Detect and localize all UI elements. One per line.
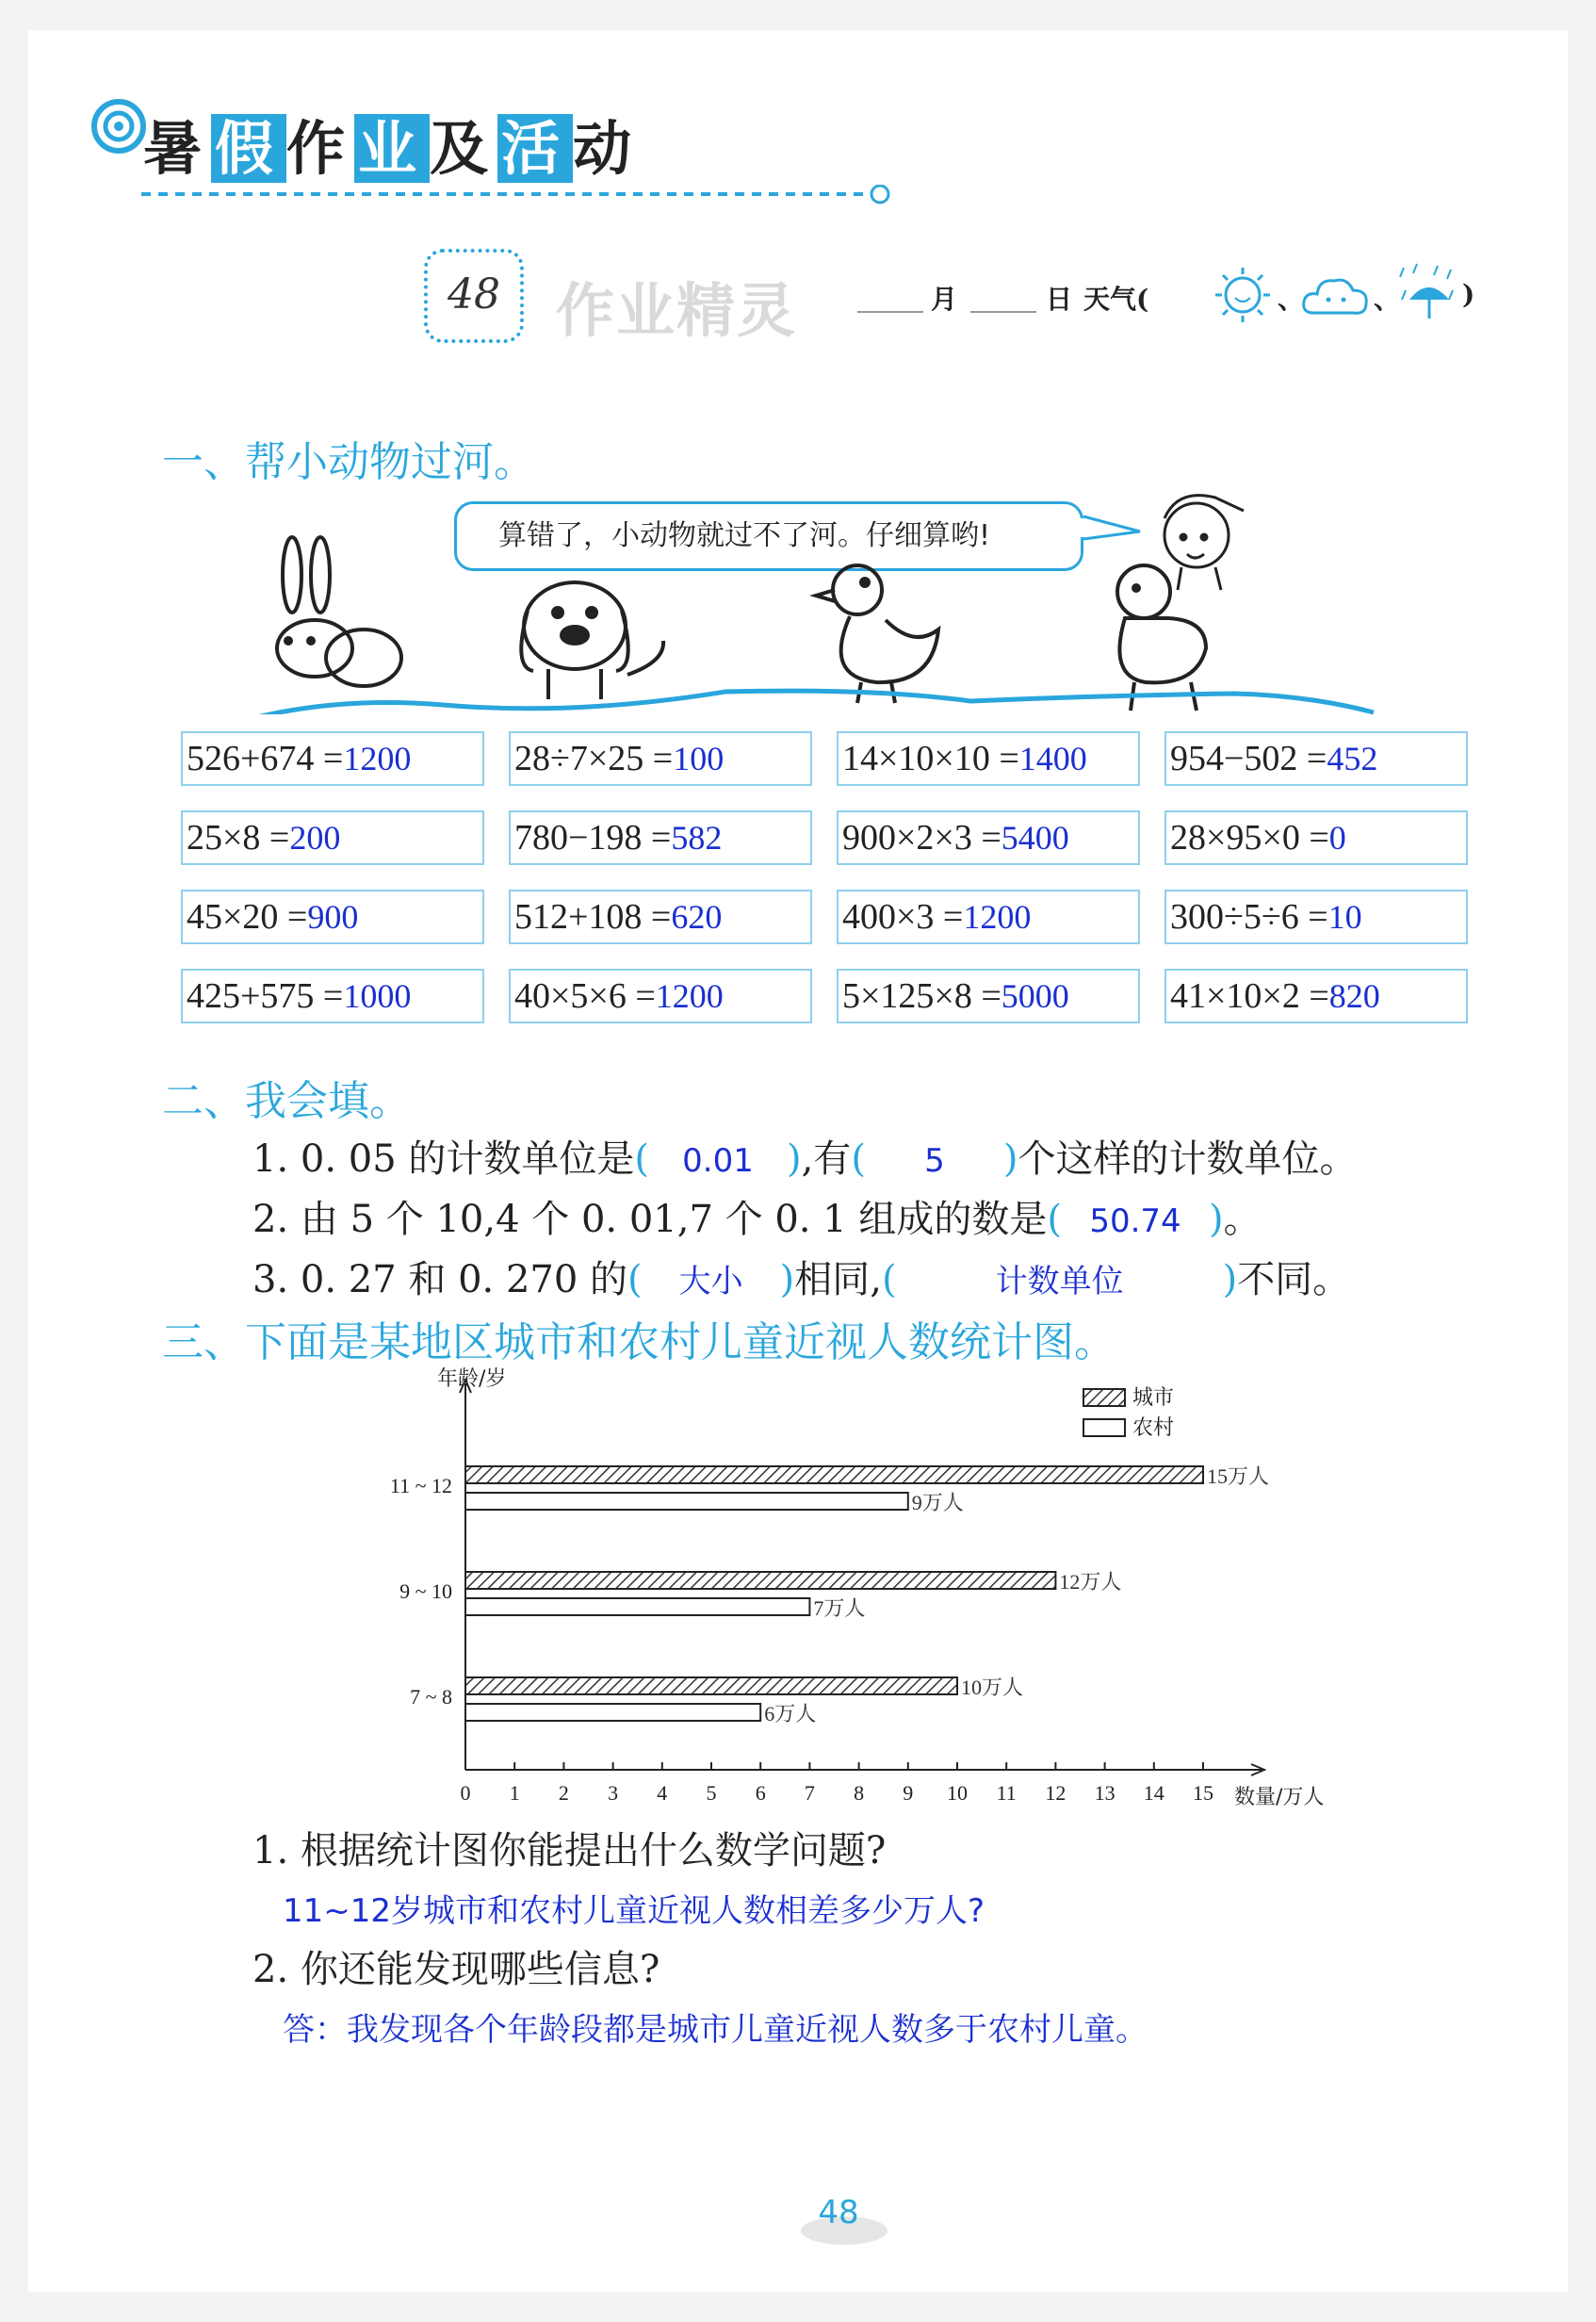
q1-text: 个这样的计数单位。 — [1018, 1137, 1358, 1181]
x-tick-label: 6 — [755, 1781, 766, 1805]
equation-text: 425+575 = — [187, 976, 344, 1016]
chart-question-2: 2. 你还能发现哪些信息? — [252, 1948, 660, 1991]
equation-text: 25×8 = — [187, 818, 290, 858]
header-spiral-icon — [90, 98, 147, 155]
duck-icon — [816, 565, 938, 703]
equation-answer: 5400 — [1001, 819, 1069, 857]
q3-text: 3. 0. 27 和 0. 270 的 — [252, 1258, 628, 1301]
category-label: 11 ~ 12 — [389, 1474, 452, 1497]
equation-box — [509, 969, 812, 1023]
bar-rural — [465, 1598, 809, 1615]
x-tick-label: 12 — [1045, 1781, 1067, 1805]
x-tick-label: 4 — [657, 1781, 668, 1805]
x-tick-label: 11 — [996, 1781, 1017, 1805]
equation-answer: 582 — [671, 819, 723, 857]
header-char: 动 — [573, 114, 642, 183]
section1-title: 一、帮小动物过河。 — [162, 438, 535, 486]
category-label: 9 ~ 10 — [399, 1579, 452, 1603]
bar-value-label: 10万人 — [961, 1676, 1024, 1699]
equation-box — [837, 969, 1140, 1023]
river-line — [232, 691, 1374, 714]
equation-answer: 1200 — [655, 977, 724, 1015]
bar-value-label: 9万人 — [911, 1491, 964, 1514]
paren-open: ( — [634, 1137, 649, 1181]
q1-text: 1. 0. 05 的计数单位是 — [252, 1137, 635, 1181]
header-char: 业 — [354, 114, 430, 183]
equation-text: 900×2×3 = — [842, 818, 1002, 858]
weather-sep: 、 — [1278, 284, 1305, 315]
bar-city — [465, 1572, 1055, 1589]
paren-close: ) — [779, 1258, 795, 1301]
legend-swatch-city — [1083, 1389, 1125, 1406]
equation-text: 780−198 = — [514, 818, 672, 858]
month-blank — [857, 311, 923, 313]
equation-box — [1164, 969, 1468, 1023]
header-char: 作 — [286, 114, 355, 183]
equation-box — [509, 890, 812, 944]
equation-answer: 620 — [671, 898, 723, 936]
equation-box — [509, 810, 812, 865]
day-blank — [970, 311, 1036, 313]
q3-answer-2: 计数单位 — [995, 1263, 1124, 1300]
paren-close: ) — [1002, 1137, 1018, 1181]
x-tick-label: 2 — [558, 1781, 569, 1805]
x-tick-label: 10 — [947, 1781, 968, 1805]
q2-text: 2. 由 5 个 10,4 个 0. 01,7 个 0. 1 组成的数是 — [252, 1198, 1048, 1241]
legend-swatch-rural — [1083, 1419, 1125, 1436]
fill-question-3 — [252, 1250, 1350, 1303]
fill-question-2 — [252, 1189, 1262, 1243]
equation-box — [181, 731, 484, 786]
paren-close: ) — [1222, 1258, 1238, 1301]
header-dotted-line — [141, 185, 895, 207]
equation-text: 28÷7×25 = — [514, 739, 674, 778]
paren-close: ) — [786, 1137, 802, 1181]
equation-answer: 200 — [289, 819, 341, 857]
equation-answer: 1200 — [343, 740, 412, 777]
equation-text: 300÷5÷6 = — [1170, 897, 1328, 937]
lamb-icon — [1117, 565, 1206, 711]
equation-answer: 100 — [673, 740, 725, 777]
equation-text: 41×10×2 = — [1170, 976, 1329, 1016]
q1-answer-unit: 0.01 — [682, 1142, 754, 1180]
weather-sep: 、 — [1374, 284, 1401, 315]
equation-answer: 5000 — [1001, 977, 1069, 1015]
x-tick-label: 9 — [903, 1781, 914, 1805]
bar-value-label: 6万人 — [764, 1702, 817, 1725]
x-tick-label: 3 — [608, 1781, 619, 1805]
q3-text: 相同, — [794, 1258, 882, 1301]
paren-open: ( — [627, 1258, 643, 1301]
x-tick-label: 8 — [854, 1781, 865, 1805]
equation-text: 954−502 = — [1170, 739, 1327, 778]
x-tick-label: 5 — [706, 1781, 717, 1805]
equation-box — [837, 731, 1140, 786]
worksheet-page — [28, 30, 1568, 2292]
section3-title: 三、下面是某地区城市和农村儿童近视人数统计图。 — [162, 1318, 1116, 1366]
equation-box — [1164, 890, 1468, 944]
equation-text: 5×125×8 = — [842, 976, 1002, 1016]
q2-answer: 50.74 — [1089, 1202, 1181, 1240]
section2-title: 二、我会填。 — [162, 1077, 411, 1125]
bar-city — [465, 1466, 1203, 1483]
equation-answer: 1200 — [963, 898, 1032, 936]
equation-box — [181, 969, 484, 1023]
equation-text: 45×20 = — [187, 897, 308, 937]
equation-box — [1164, 810, 1468, 865]
puppy-icon — [521, 582, 663, 699]
equation-box — [509, 731, 812, 786]
paren-open: ( — [1047, 1198, 1062, 1241]
equation-answer: 820 — [1328, 977, 1380, 1015]
q2-text: 。 — [1223, 1198, 1262, 1241]
weather-label: 天气( — [1083, 284, 1149, 315]
legend-label-city: 城市 — [1132, 1386, 1175, 1410]
bar-chart — [349, 1365, 1347, 1817]
equation-answer: 0 — [1328, 819, 1346, 857]
equation-answer: 10 — [1327, 898, 1362, 936]
header-char: 暑 — [143, 114, 212, 183]
equation-answer: 1000 — [343, 977, 412, 1015]
bar-value-label: 15万人 — [1207, 1464, 1270, 1488]
equation-box — [1164, 731, 1468, 786]
x-tick-label: 7 — [804, 1781, 815, 1805]
x-axis-label: 数量/万人 — [1234, 1786, 1325, 1809]
equation-text: 526+674 = — [187, 739, 344, 778]
equation-box — [837, 810, 1140, 865]
paren-open: ( — [881, 1258, 897, 1301]
month-label: 月 — [931, 284, 958, 315]
header-title — [143, 102, 641, 186]
bar-value-label: 7万人 — [813, 1596, 866, 1620]
chart-answer-2: 答：我发现各个年龄段都是城市儿童近视人数多于农村儿童。 — [283, 2011, 1148, 2049]
legend-label-rural: 农村 — [1132, 1416, 1175, 1440]
chart-question-1: 1. 根据统计图你能提出什么数学问题? — [252, 1829, 887, 1872]
x-tick-label: 0 — [460, 1781, 471, 1805]
rain-umbrella-icon — [1396, 262, 1458, 324]
x-tick-label: 14 — [1143, 1781, 1164, 1805]
equation-text: 14×10×10 = — [842, 739, 1019, 778]
q3-answer-1: 大小 — [678, 1263, 743, 1300]
bar-value-label: 12万人 — [1059, 1570, 1122, 1594]
q1-text: ,有 — [801, 1137, 852, 1181]
river-scene — [198, 469, 1385, 714]
day-number-badge: 48 — [424, 249, 524, 343]
q3-text: 不同。 — [1237, 1258, 1351, 1301]
header-char: 活 — [497, 114, 573, 183]
fill-question-1 — [252, 1129, 1358, 1183]
equation-box — [181, 810, 484, 865]
x-tick-label: 13 — [1094, 1781, 1116, 1805]
bar-rural — [465, 1493, 908, 1510]
paren-open: ( — [851, 1137, 866, 1181]
equation-text: 40×5×6 = — [514, 976, 656, 1016]
day-label: 日 — [1046, 284, 1073, 315]
equation-answer: 900 — [307, 898, 359, 936]
x-tick-label: 1 — [509, 1781, 520, 1805]
header-char: 假 — [211, 114, 286, 183]
equation-box — [181, 890, 484, 944]
boy-icon — [1164, 496, 1244, 590]
weather-close: ) — [1462, 279, 1475, 310]
speech-bubble: 算错了，小动物就过不了河。仔细算哟! — [454, 501, 1083, 571]
equation-text: 28×95×0 = — [1170, 818, 1329, 858]
x-tick-label: 15 — [1193, 1781, 1213, 1805]
equation-text: 400×3 = — [842, 897, 964, 937]
bar-rural — [465, 1704, 760, 1721]
chart-answer-1: 11~12岁城市和农村儿童近视人数相差多少万人? — [283, 1892, 985, 1930]
equation-text: 512+108 = — [514, 897, 672, 937]
watermark: 作业精灵 — [556, 276, 798, 345]
header-char: 及 — [430, 114, 498, 183]
y-axis-label: 年龄/岁 — [437, 1367, 507, 1391]
bar-city — [465, 1677, 957, 1694]
category-label: 7 ~ 8 — [410, 1685, 452, 1709]
equation-answer: 452 — [1327, 740, 1378, 777]
equation-answer: 1400 — [1018, 740, 1087, 777]
q1-answer-count: 5 — [924, 1142, 945, 1180]
equation-box — [837, 890, 1140, 944]
cloud-icon — [1300, 271, 1372, 320]
page-number: 48 — [818, 2194, 859, 2232]
rabbit-icon — [277, 537, 401, 686]
paren-close: ) — [1209, 1198, 1224, 1241]
sun-icon — [1210, 266, 1276, 324]
